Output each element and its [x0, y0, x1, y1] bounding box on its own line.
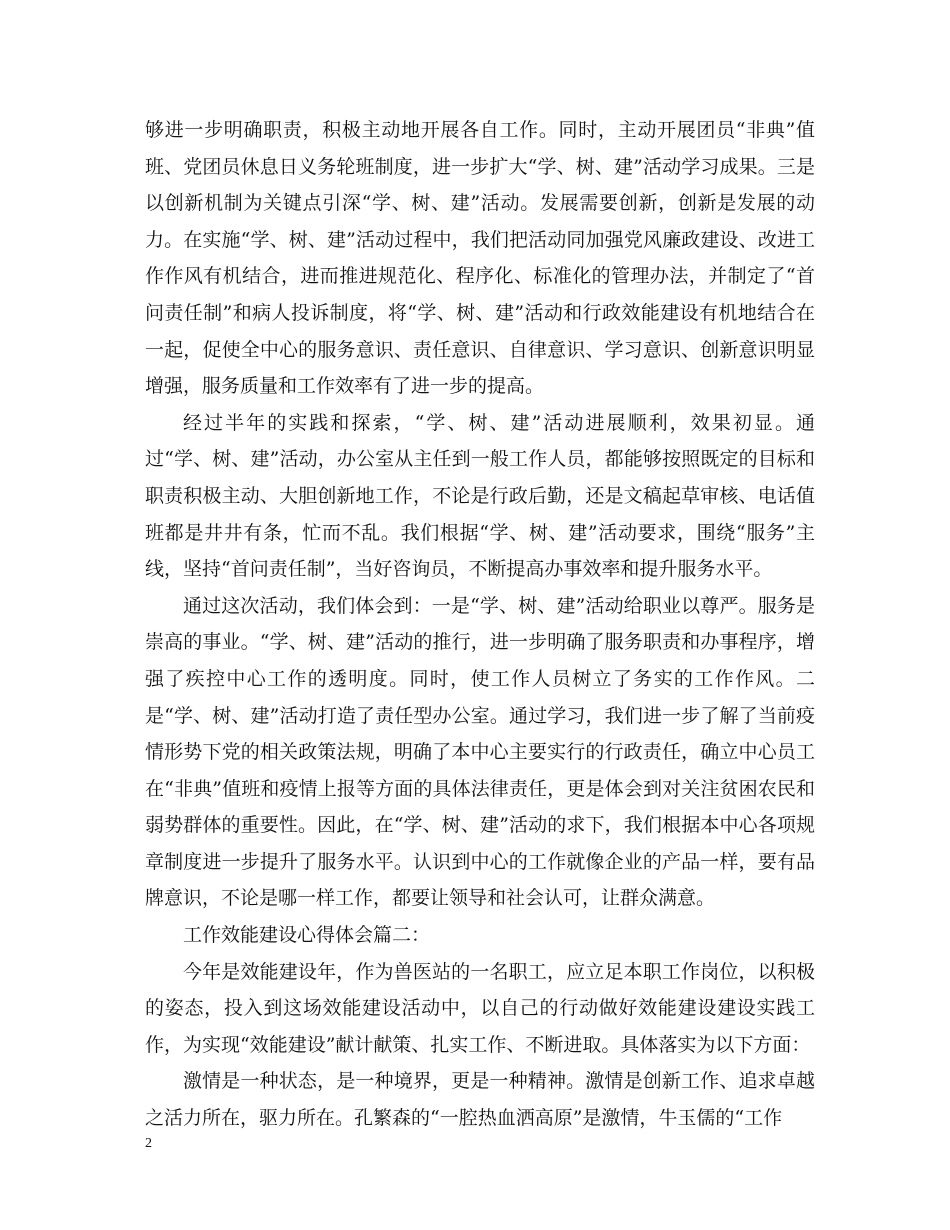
paragraph-4: 今年是效能建设年，作为兽医站的一名职工，应立足本职工作岗位，以积极的姿态，投入到这场效能建设活动中，以自己的行动做好效能建设建设实践工作，为实现“效能建设”献计献策、扎实工作、不断进取。具体落实为以下方面：: [145, 960, 815, 1056]
paragraph-3: 通过这次活动，我们体会到：一是“学、树、建”活动给职业以尊严。服务是崇高的事业。“学、树、建”活动的推行，进一步明确了服务职责和办事程序，增强了疾控中心工作的透明度。同时，使工作人员树立了务实的工作作风。二是“学、树、建”活动打造了责任型办公室。通过学习，我们进一步了解了当前疫情形势下党的相关政策法规，明确了本中心主要实行的行政责任，确立中心员工在“非典”值班和疫情上报等方面的具体法律责任，更是体会到对关注贫困农民和弱势群体的重要性。因此，在“学、树、建”活动的求下，我们根据本中心各项规章制度进一步提升了服务水平。认识到中心的工作就像企业的产品一样，要有品牌意识，不论是哪一样工作，都要让领导和社会认可，让群众满意。: [145, 594, 815, 910]
paragraph-1: 够进一步明确职责，积极主动地开展各自工作。同时，主动开展团员“非典”值班、党团员休息日义务轮班制度，进一步扩大“学、树、建”活动学习成果。三是以创新机制为关键点引深“学、树、建”活动。发展需要创新，创新是发展的动力。在实施“学、树、建”活动过程中，我们把活动同加强党风廉政建设、改进工作作风有机结合，进而推进规范化、程序化、标准化的管理办法，并制定了“首问责任制”和病人投诉制度，将“学、树、建”活动和行政效能建设有机地结合在一起，促使全中心的服务意识、责任意识、自律意识、学习意识、创新意识明显增强，服务质量和工作效率有了进一步的提高。: [145, 119, 815, 398]
document-body: [145, 112, 815, 1137]
paragraph-5: 激情是一种状态，是一种境界，更是一种精神。激情是创新工作、追求卓越之活力所在，驱力所在。孔繁森的“一腔热血洒高原”是激情，牛玉儒的“工作: [145, 1070, 815, 1130]
paragraph-2: 经过半年的实践和探索，“学、树、建”活动进展顺利，效果初显。通过“学、树、建”活动，办公室从主任到一般工作人员，都能够按照既定的目标和职责积极主动、大胆创新地工作，不论是行政后勤，还是文稿起草审核、电话值班都是井井有条，忙而不乱。我们根据“学、树、建”活动要求，围绕“服务”主线，坚持“首问责任制”，当好咨询员，不断提高办事效率和提升服务水平。: [145, 411, 815, 581]
page-number: 2: [145, 1136, 152, 1151]
section-heading: 工作效能建设心得体会篇二：: [183, 924, 431, 947]
